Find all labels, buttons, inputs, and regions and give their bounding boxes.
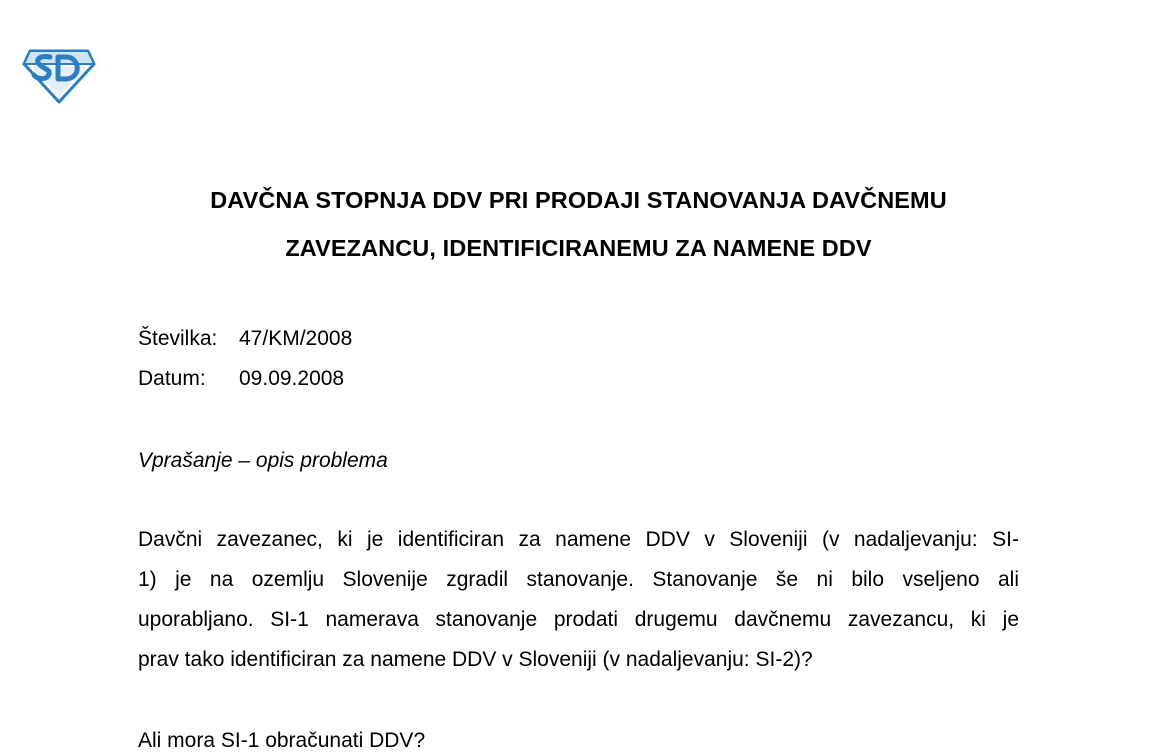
date-row (138, 367, 344, 391)
paragraph-line: 1) je na ozemlju Slovenije zgradil stanovanje. Stanovanje še ni bilo vseljeno ali (138, 568, 1019, 591)
paragraph-line: Davčni zavezanec, ki je identificiran za namene DDV v Sloveniji (v nadaljevanju: SI- (138, 528, 1019, 551)
number-value: 47/KM/2008 (239, 327, 353, 350)
problem-description-paragraph (138, 520, 1019, 680)
date-value: 09.09.2008 (239, 367, 345, 390)
document-title-line-1: DAVČNA STOPNJA DDV PRI PRODAJI STANOVANJA DAVČNEMU (210, 187, 947, 213)
paragraph-line: uporabljano. SI-1 namerava stanovanje prodati drugemu davčnemu zavezancu, ki je (138, 608, 1019, 631)
date-label: Datum: (138, 367, 206, 390)
question-text: Ali mora SI-1 obračunati DDV? (138, 729, 426, 752)
section-heading: Vprašanje – opis problema (138, 449, 388, 472)
document-title-line-2: ZAVEZANCU, IDENTIFICIRANEMU ZA NAMENE DDV (285, 235, 872, 261)
sd-diamond-logo-icon (22, 48, 96, 104)
number-label: Številka: (138, 327, 218, 350)
number-row (138, 327, 352, 351)
paragraph-line: prav tako identificiran za namene DDV v Sloveniji (v nadaljevanju: SI-2)? (138, 648, 813, 671)
